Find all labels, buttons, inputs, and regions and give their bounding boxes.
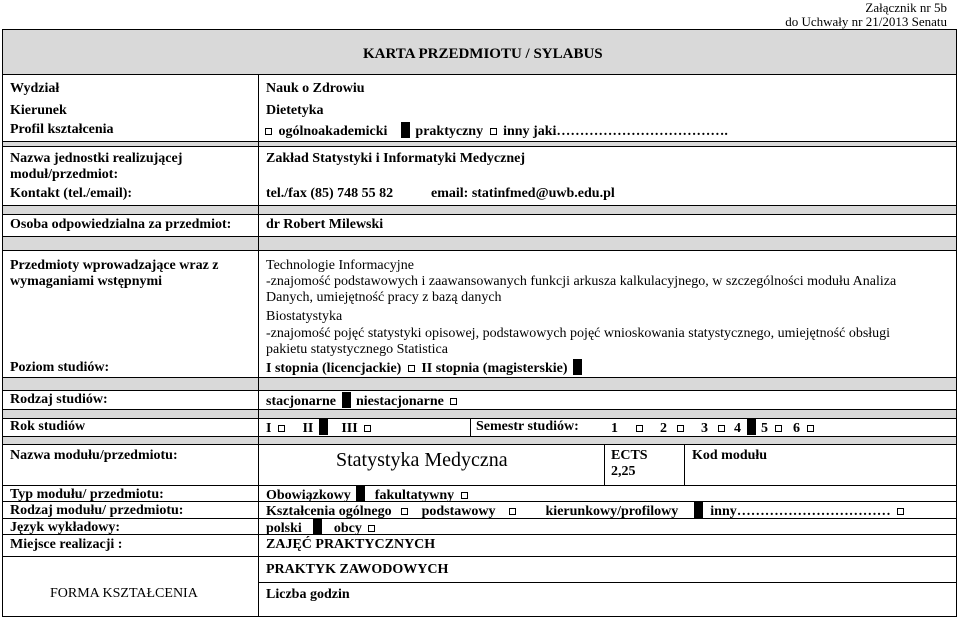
prerequisite-line-4: Biostatystyka bbox=[266, 309, 343, 324]
field-value: Dietetyka bbox=[266, 103, 324, 118]
checkbox-checked-icon[interactable] bbox=[319, 419, 328, 435]
checkbox-empty-icon[interactable] bbox=[450, 398, 457, 405]
study-year-label: Rok studiów bbox=[10, 419, 86, 434]
checkbox-checked-icon[interactable] bbox=[573, 359, 582, 375]
prerequisite-line-1: Technologie Informacyjne bbox=[266, 258, 414, 273]
checkbox-empty-icon[interactable] bbox=[490, 128, 497, 135]
prerequisite-line-5: -znajomość pojęć statystyki opisowej, podstawowych pojęć wnioskowania statystycznego, umiejętność obsługi bbox=[266, 326, 891, 341]
checkbox-empty-icon[interactable] bbox=[897, 508, 904, 515]
checkbox-empty-icon[interactable] bbox=[401, 508, 408, 515]
responsible-person-value: dr Robert Milewski bbox=[266, 217, 384, 232]
form-of-education-label: FORMA KSZTAŁCENIA bbox=[50, 586, 198, 601]
module-name-label: Nazwa modułu/przedmiotu: bbox=[10, 448, 178, 463]
profile-option-practical: praktyczny bbox=[415, 124, 484, 139]
level-second-cycle: II stopnia (magisterskie) bbox=[421, 361, 568, 376]
type-elective: fakultatywny bbox=[374, 488, 455, 503]
semester-6: 6 bbox=[793, 421, 800, 436]
module-name-value: Statystyka Medyczna bbox=[336, 449, 508, 471]
checkbox-empty-icon[interactable] bbox=[364, 425, 371, 432]
checkbox-checked-icon[interactable] bbox=[313, 519, 322, 535]
checkbox-checked-icon[interactable] bbox=[342, 392, 351, 408]
study-level-label: Poziom studiów: bbox=[10, 360, 110, 375]
semester-options bbox=[611, 419, 817, 437]
syllabus-form bbox=[2, 29, 957, 617]
semester-2: 2 bbox=[660, 421, 667, 436]
semester-5: 5 bbox=[761, 421, 768, 436]
checkbox-empty-icon[interactable] bbox=[718, 425, 725, 432]
checkbox-empty-icon[interactable] bbox=[278, 425, 285, 432]
checkbox-empty-icon[interactable] bbox=[265, 128, 272, 135]
ects-value: 2,25 bbox=[611, 464, 636, 479]
prerequisite-line-2: -znajomość podstawowych i zaawansowanych funkcji arkusza kalkulacyjnego, w szczególności modułu Analiza bbox=[266, 274, 897, 289]
year-3: III bbox=[341, 421, 358, 436]
checkbox-empty-icon[interactable] bbox=[807, 425, 814, 432]
mode-part-time: niestacjonarne bbox=[356, 394, 444, 409]
faculty-label: Wydział bbox=[10, 81, 60, 96]
study-year-options bbox=[266, 419, 374, 437]
location-label: Miejsce realizacji : bbox=[10, 537, 123, 552]
profile-options bbox=[262, 122, 728, 140]
faculty-value: Nauk o Zdrowiu bbox=[266, 81, 365, 96]
profile-option-other: inny jaki………………………………. bbox=[503, 124, 728, 139]
prerequisite-line-3: Danych, umiejętność pracy z bazą danych bbox=[266, 290, 502, 305]
unit-label: Nazwa jednostki realizującej bbox=[10, 151, 183, 166]
kind-basic: podstawowy bbox=[421, 504, 496, 519]
checkbox-checked-icon[interactable] bbox=[747, 419, 756, 435]
checkbox-empty-icon[interactable] bbox=[408, 365, 415, 372]
prerequisites-label: Przedmioty wprowadzające wraz z bbox=[10, 258, 219, 273]
language-label: Język wykładowy: bbox=[10, 520, 121, 535]
prerequisite-line-6: pakietu statystycznego Statistica bbox=[266, 342, 448, 357]
mode-full-time: stacjonarne bbox=[266, 394, 336, 409]
checkbox-empty-icon[interactable] bbox=[775, 425, 782, 432]
checkbox-empty-icon[interactable] bbox=[636, 425, 643, 432]
ects-label: ECTS bbox=[611, 448, 648, 463]
checkbox-empty-icon[interactable] bbox=[677, 425, 684, 432]
hours-label: Liczba godzin bbox=[266, 587, 350, 602]
checkbox-empty-icon[interactable] bbox=[509, 508, 516, 515]
year-2: II bbox=[302, 421, 314, 436]
module-kind-options bbox=[266, 502, 907, 520]
profile-label: Profil kształcenia bbox=[10, 122, 114, 137]
semester-label: Semestr studiów: bbox=[476, 419, 579, 434]
type-mandatory: Obowiązkowy bbox=[266, 488, 351, 503]
language-options bbox=[266, 519, 378, 537]
attachment-number: Załącznik nr 5b bbox=[865, 0, 947, 15]
checkbox-empty-icon[interactable] bbox=[461, 492, 468, 499]
study-level-options bbox=[266, 359, 584, 377]
year-1: I bbox=[266, 421, 272, 436]
module-type-label: Typ modułu/ przedmiotu: bbox=[10, 487, 164, 502]
module-code-label: Kod modułu bbox=[692, 448, 768, 463]
field-label: Kierunek bbox=[10, 103, 67, 118]
unit-value: Zakład Statystyki i Informatyki Medycznej bbox=[266, 151, 525, 166]
level-first-cycle: I stopnia (licencjackie) bbox=[266, 361, 402, 376]
profile-option-general-academic: ogólnoakademicki bbox=[278, 124, 388, 139]
resolution-reference: do Uchwały nr 21/2013 Senatu bbox=[785, 14, 947, 29]
semester-1: 1 bbox=[611, 421, 618, 436]
checkbox-checked-icon[interactable] bbox=[694, 502, 703, 518]
page-title: KARTA PRZEDMIOTU / SYLABUS bbox=[363, 46, 603, 62]
checkbox-empty-icon[interactable] bbox=[368, 525, 375, 532]
semester-3: 3 bbox=[701, 421, 708, 436]
semester-4: 4 bbox=[734, 421, 741, 436]
module-kind-label: Rodzaj modułu/ przedmiotu: bbox=[10, 503, 184, 518]
checkbox-checked-icon[interactable] bbox=[356, 486, 365, 502]
contact-email[interactable]: email: statinfmed@uwb.edu.pl bbox=[431, 186, 615, 201]
location-practical-classes: ZAJĘĆ PRAKTYCZNYCH bbox=[266, 537, 436, 552]
kind-general: Kształcenia ogólnego bbox=[266, 504, 392, 519]
language-foreign: obcy bbox=[333, 521, 362, 536]
kind-directional: kierunkowy/profilowy bbox=[545, 504, 679, 519]
prerequisites-label-2: wymaganiami wstępnymi bbox=[10, 274, 163, 289]
kind-other: inny…………………………… bbox=[710, 504, 891, 519]
contact-phone: tel./fax (85) 748 55 82 bbox=[266, 186, 394, 201]
location-internships: PRAKTYK ZAWODOWYCH bbox=[266, 562, 449, 577]
language-polish: polski bbox=[266, 521, 302, 536]
study-mode-options bbox=[266, 392, 460, 410]
unit-label-2: moduł/przedmiot: bbox=[10, 167, 119, 182]
checkbox-checked-icon[interactable] bbox=[401, 122, 410, 138]
study-mode-label: Rodzaj studiów: bbox=[10, 392, 108, 407]
responsible-person-label: Osoba odpowiedzialna za przedmiot: bbox=[10, 217, 232, 232]
contact-label: Kontakt (tel./email): bbox=[10, 186, 133, 201]
